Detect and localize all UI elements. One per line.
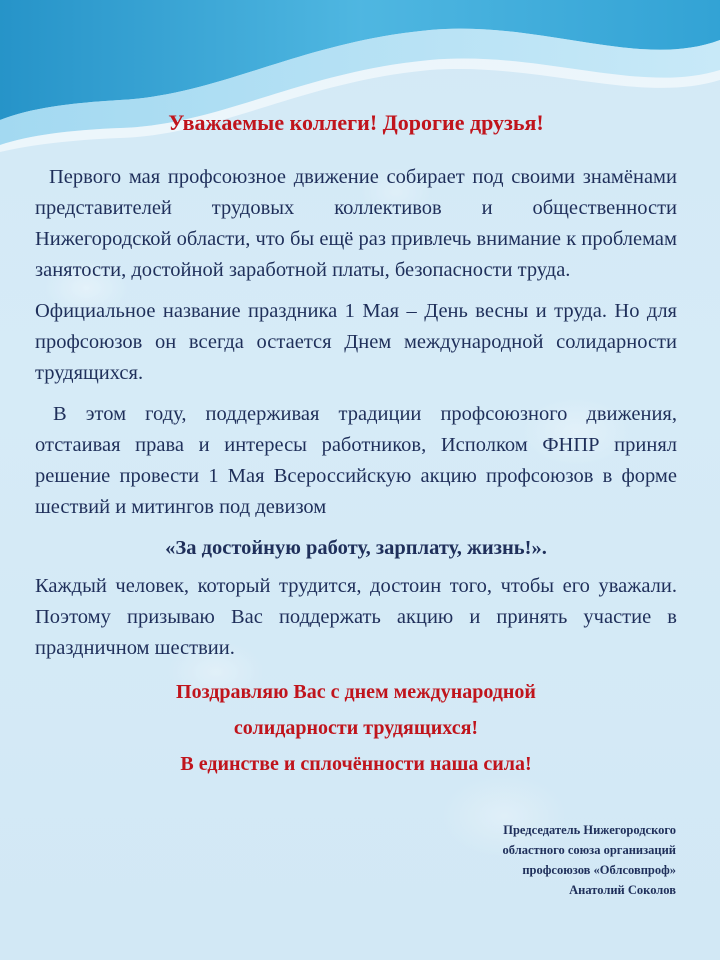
paragraph-2: Официальное название праздника 1 Мая – День весны и труда. Но для профсоюзов он всегда остается Днем международной солидарности трудящихся. bbox=[35, 300, 677, 384]
letter-body bbox=[35, 108, 677, 782]
paragraph-3: В этом году, поддерживая традиции профсоюзного движения, отстаивая права и интересы работников, Исполком ФНПР принял решение провести 1 Мая Всероссийскую акцию профсоюзов в форме шествий и митингов под девизом bbox=[35, 403, 677, 518]
signature-name: Анатолий Соколов bbox=[569, 883, 676, 897]
signature-line-3: профсоюзов «Облсовпроф» bbox=[522, 863, 676, 877]
signature-line-2: областного союза организаций bbox=[502, 843, 676, 857]
greeting-line-2: солидарности трудящихся! bbox=[233, 717, 479, 739]
paragraph-4: Каждый человек, который трудится, достоин того, чтобы его уважали. Поэтому призываю Вас поддержать акцию и принять участие в праздничном шествии. bbox=[35, 575, 677, 659]
paragraph-1: Первого мая профсоюзное движение собирает под своими знамёнами представителей трудовых коллективов и общественности Нижегородской области, что бы ещё раз привлечь внимание к проблемам занятости, достойной заработной платы, безопасности труда. bbox=[35, 166, 677, 281]
letter-heading: Уважаемые коллеги! Дорогие друзья! bbox=[168, 110, 544, 135]
greeting-line-1: Поздравляю Вас с днем международной bbox=[176, 681, 536, 703]
motto: «За достойную работу, зарплату, жизнь!». bbox=[165, 537, 547, 559]
greeting-line-3: В единстве и сплочённости наша сила! bbox=[180, 753, 532, 775]
signature-block bbox=[503, 820, 677, 900]
signature-line-1: Председатель Нижегородского bbox=[503, 823, 676, 837]
